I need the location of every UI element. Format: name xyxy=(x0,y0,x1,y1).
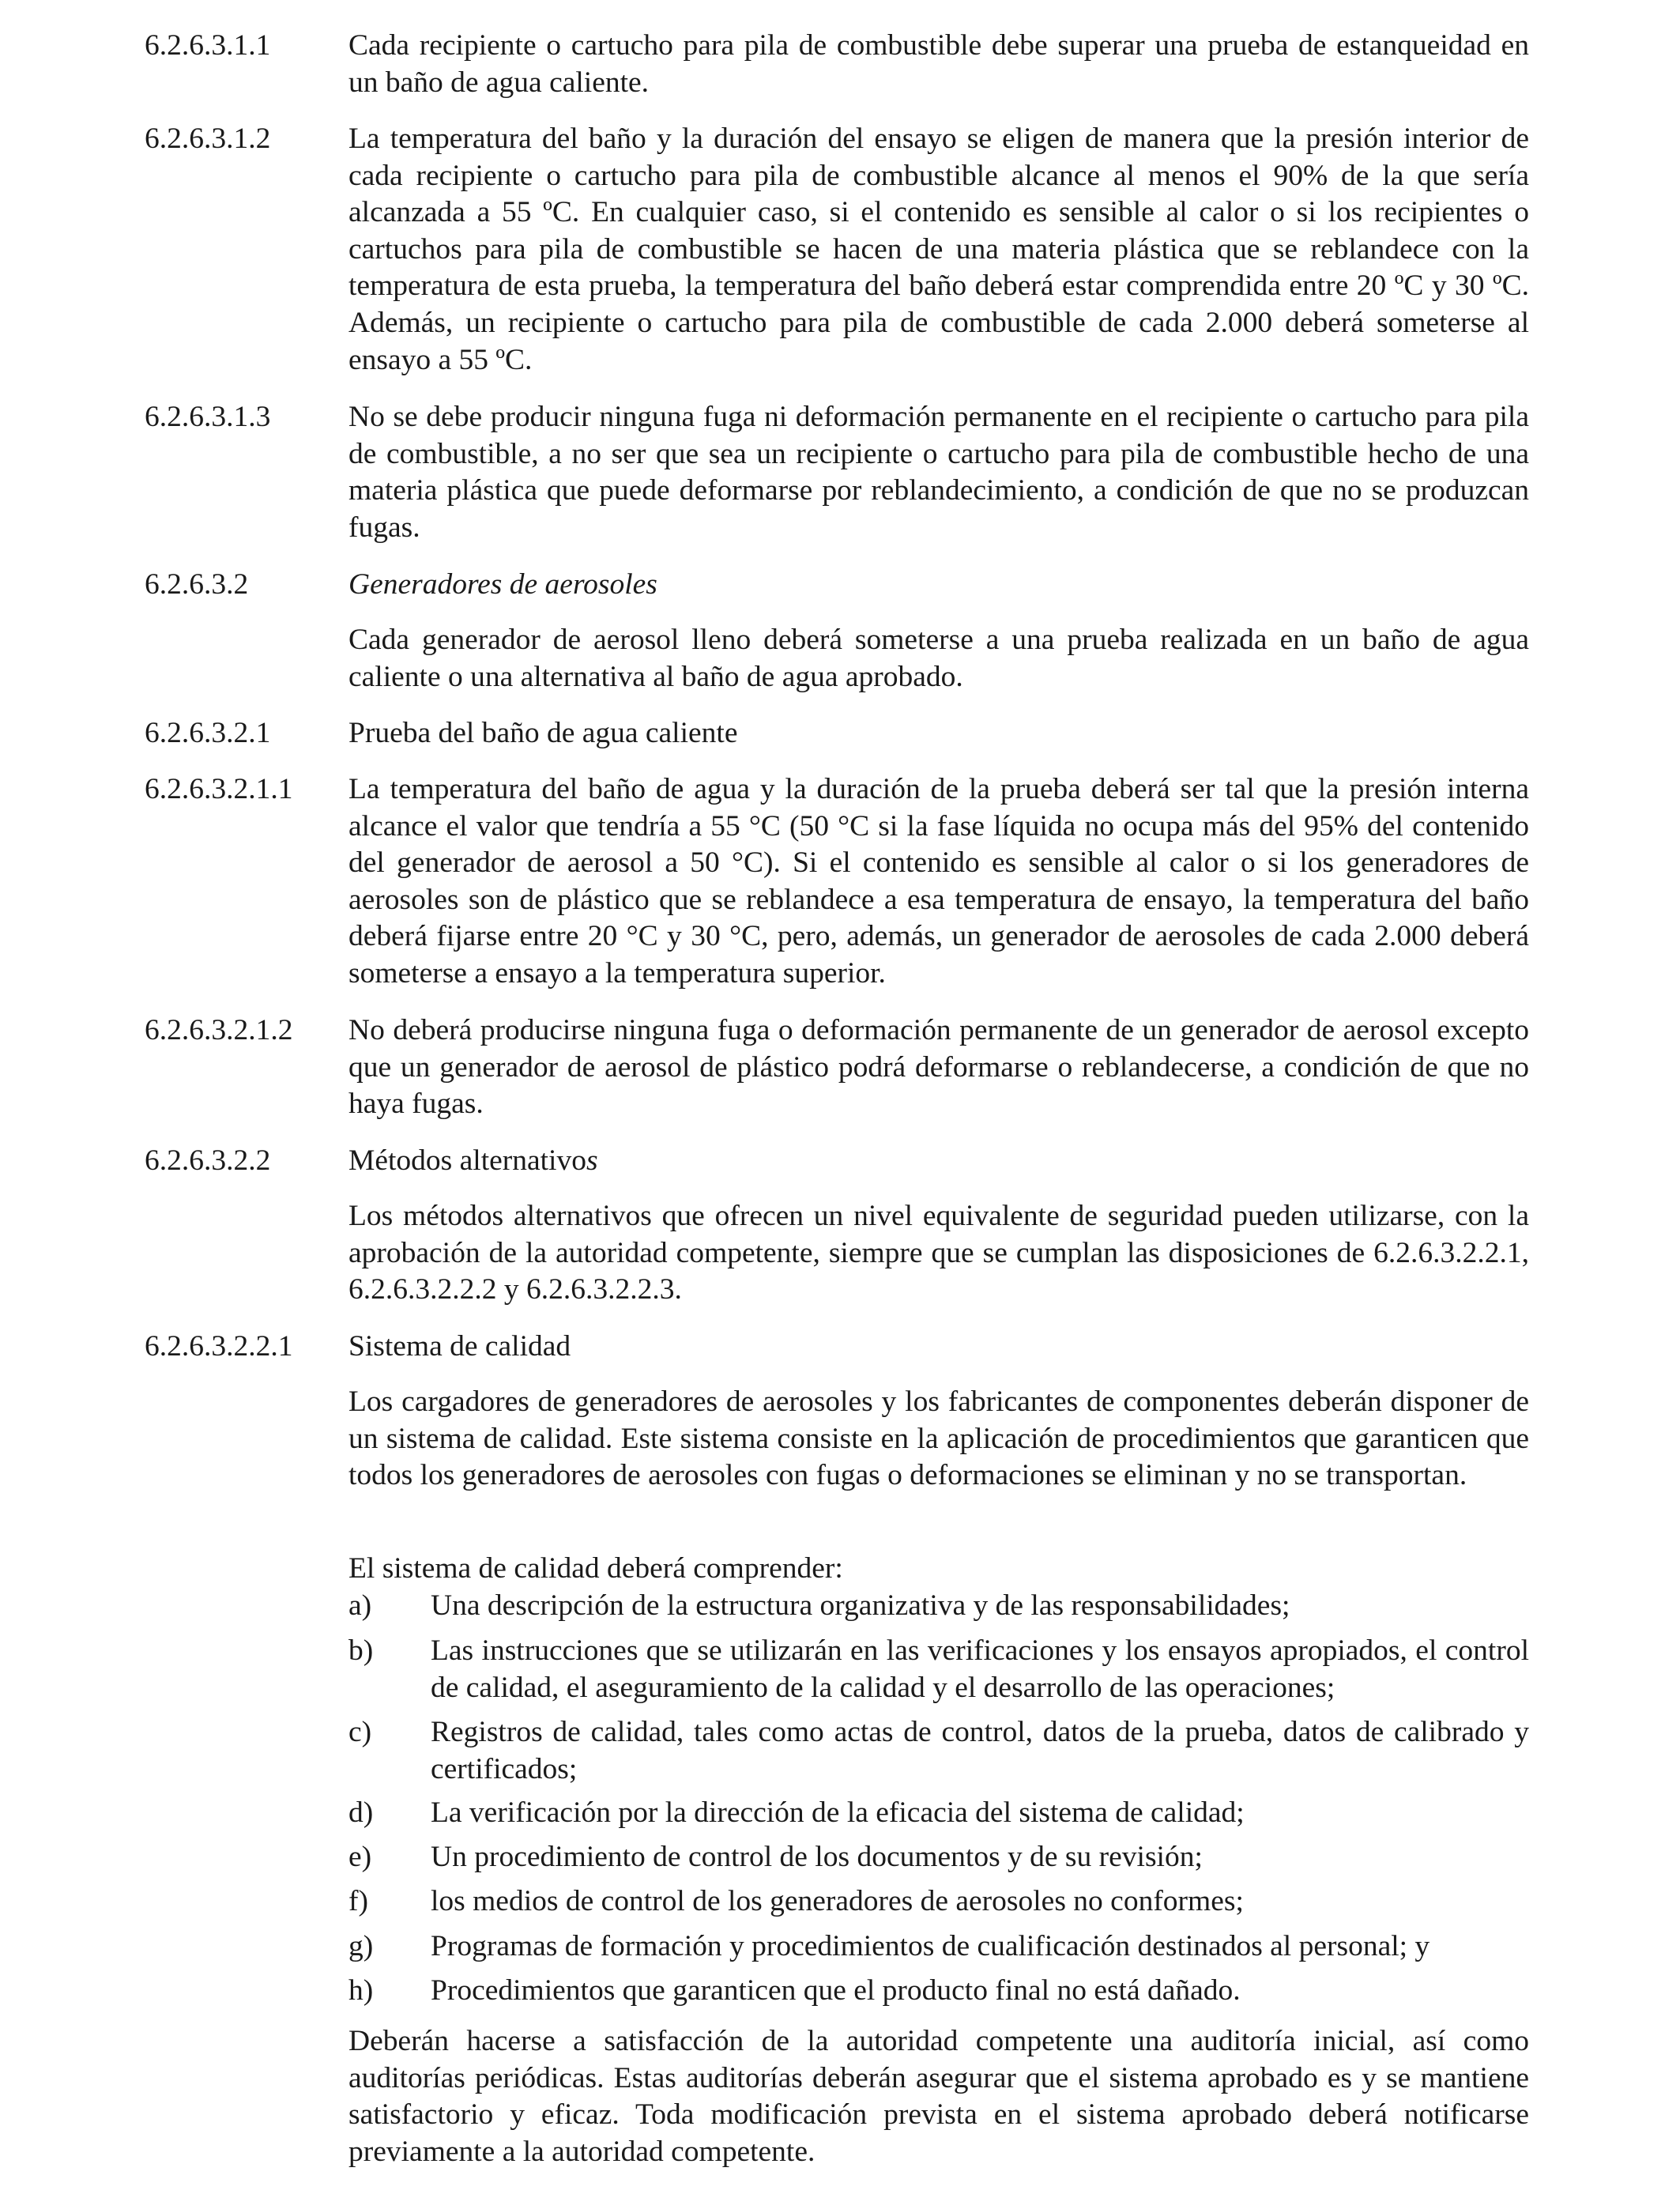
section-heading: Generadores de aerosoles xyxy=(348,568,657,601)
section-body-3 xyxy=(348,1551,1529,1588)
section-body xyxy=(348,2023,1529,2170)
list-text: Las instrucciones que se utilizarán en las verificaciones y los ensayos apropiados, el control de calidad, el aseguramiento de la calidad y el desarrollo de las operaciones; xyxy=(431,1634,1529,1704)
list-marker: f) xyxy=(348,1885,368,1917)
section-number: 6.2.6.3.1.2 xyxy=(145,123,271,155)
heading-text-italic-tail: s xyxy=(586,1144,598,1177)
list-marker: h) xyxy=(348,1974,374,2007)
section-heading: Sistema de calidad xyxy=(348,1330,571,1363)
paragraph: Cada generador de aerosol lleno deberá someterse a una prueba realizada en un baño de agua caliente o una alternativa al baño de agua aprobado. xyxy=(348,624,1529,693)
list-text: Un procedimiento de control de los documentos y de su revisión; xyxy=(431,1841,1203,1873)
section-number: 6.2.6.3.2 xyxy=(145,568,249,601)
list-marker: c) xyxy=(348,1716,372,1748)
section-body-2 xyxy=(348,622,1529,696)
paragraph: La temperatura del baño de agua y la duración de la prueba deberá ser tal que la presión interna alcance el valor que tendría a 55 °C (50 °C si la fase líquida no ocupa más del 95% del contenido del generador de aerosol a 50 °C). Si el contenido es sensible al calor o si los generadores de aerosoles son de plástico que se reblandece a esa temperatura de ensayo, la temperatura del baño deberá fijarse entre 20 °C y 30 °C, pero, además, un generador de aerosoles de cada 2.000 deberá someterse a ensayo a la temperatura superior. xyxy=(348,773,1529,990)
paragraph: No deberá producirse ninguna fuga o deformación permanente de un generador de aerosol excepto que un generador de aerosol de plástico podrá deformarse o reblandecerse, a condición de que no haya fugas. xyxy=(348,1014,1529,1121)
section-number: 6.2.6.3.2.1.1 xyxy=(145,773,293,805)
list-text: Procedimientos que garanticen que el producto final no está dañado. xyxy=(431,1974,1241,2007)
section-heading xyxy=(348,1143,1529,1180)
list-text: La verificación por la dirección de la eficacia del sistema de calidad; xyxy=(431,1796,1245,1829)
section-body xyxy=(348,121,1529,379)
section-number: 6.2.6.3.2.2.1 xyxy=(145,1330,293,1363)
section-body-2 xyxy=(348,1384,1529,1495)
paragraph: La temperatura del baño y la duración del ensayo se eligen de manera que la presión interior de cada recipiente o cartucho para pila de combustible alcance al menos el 90% de la que sería alcanzada a 55 ºC. En cualquier caso, si el contenido es sensible al calor o si los recipientes o cartuchos para pila de combustible se hacen de una materia plástica que se reblandece con la temperatura de esta prueba, la temperatura del baño deberá estar comprendida entre 20 ºC y 30 ºC. Además, un recipiente o cartucho para pila de combustible de cada 2.000 deberá someterse al ensayo a 55 ºC. xyxy=(348,123,1529,376)
list-marker: d) xyxy=(348,1796,374,1829)
section-body xyxy=(348,1329,1529,1366)
list-text: Una descripción de la estructura organizativa y de las responsabilidades; xyxy=(431,1589,1290,1622)
paragraph: No se debe producir ninguna fuga ni deformación permanente en el recipiente o cartucho para pila de combustible, a no ser que sea un recipiente o cartucho para pila de combustible hecho de una materia plástica que puede deformarse por reblandecimiento, a condición de que no se produzcan fugas. xyxy=(348,401,1529,544)
section-number: 6.2.6.3.2.2 xyxy=(145,1144,271,1177)
paragraph: Los cargadores de generadores de aerosoles y los fabricantes de componentes deberán disponer de un sistema de calidad. Este sistema consiste en la aplicación de procedimientos que garanticen que todos los generadores de aerosoles con fugas o deformaciones se eliminan y no se transportan. xyxy=(348,1385,1529,1492)
section-body xyxy=(348,28,1529,101)
section-number: 6.2.6.3.1.1 xyxy=(145,29,271,62)
list-marker: g) xyxy=(348,1930,374,1962)
list-text: Programas de formación y procedimientos de cualificación destinados al personal; y xyxy=(431,1930,1430,1962)
section-number: 6.2.6.3.1.3 xyxy=(145,401,271,433)
list-intro: El sistema de calidad deberá comprender: xyxy=(348,1552,843,1585)
paragraph: Deberán hacerse a satisfacción de la autoridad competente una auditoría inicial, así como auditorías periódicas. Estas auditorías deberán asegurar que el sistema aprobado es y se mantiene satisfactorio y eficaz. Toda modificación prevista en el sistema aprobado deberá notificarse previamente a la autoridad competente. xyxy=(348,2025,1529,2168)
section-heading: Prueba del baño de agua caliente xyxy=(348,717,738,749)
section-body xyxy=(348,399,1529,546)
paragraph: Los métodos alternativos que ofrecen un nivel equivalente de seguridad pueden utilizarse, con la aprobación de la autoridad competente, siempre que se cumplan las disposiciones de 6.2.6.3.2.2.1, 6.2.6.3.2.2.2 y 6.2.6.3.2.2.3. xyxy=(348,1200,1529,1306)
list-marker: e) xyxy=(348,1841,372,1873)
paragraph: Cada recipiente o cartucho para pila de combustible debe superar una prueba de estanqueidad en un baño de agua caliente. xyxy=(348,29,1529,99)
section-body xyxy=(348,1143,1529,1180)
section-number: 6.2.6.3.2.1.2 xyxy=(145,1014,293,1046)
section-body xyxy=(348,1012,1529,1123)
section-body xyxy=(348,771,1529,993)
section-body xyxy=(348,567,1529,604)
list-marker: a) xyxy=(348,1589,372,1622)
section-body xyxy=(348,715,1529,752)
section-number: 6.2.6.3.2.1 xyxy=(145,717,271,749)
list-text: los medios de control de los generadores de aerosoles no conformes; xyxy=(431,1885,1244,1917)
section-body-2 xyxy=(348,1198,1529,1309)
list-marker: b) xyxy=(348,1634,374,1667)
list-text: Registros de calidad, tales como actas de control, datos de la prueba, datos de calibrado y certificados; xyxy=(431,1716,1529,1785)
heading-text: Métodos alternativo xyxy=(348,1144,586,1177)
